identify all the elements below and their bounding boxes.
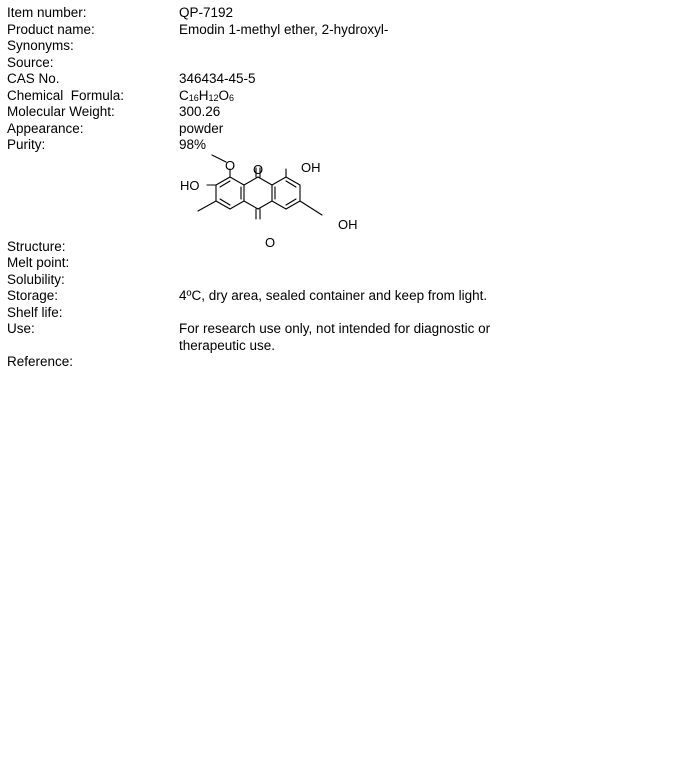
product-name-row	[0, 21, 699, 38]
purity-label: Purity:	[7, 137, 46, 152]
structure-row	[0, 238, 699, 255]
chemical-formula-value: $C_{16}H_{12}O_6$	[179, 88, 235, 103]
source-label: Source:	[7, 55, 54, 70]
molecular-weight-value: 300.26	[179, 104, 221, 119]
solubility-row	[0, 271, 699, 288]
reference-row	[0, 353, 699, 370]
use-value-line2: therapeutic use.	[179, 338, 276, 353]
storage-row	[0, 287, 699, 304]
atom-oh-right: OH	[338, 217, 358, 232]
item-number-label: Item number:	[7, 5, 87, 20]
cas-value: 346434-45-5	[179, 71, 256, 86]
purity-row	[0, 136, 699, 153]
storage-label: Storage:	[7, 288, 59, 303]
chemical-formula-row	[0, 87, 699, 104]
shelf-life-row	[0, 304, 699, 321]
molecular-weight-label: Molecular Weight:	[7, 104, 115, 119]
reference-label: Reference:	[7, 354, 74, 369]
chemical-formula-label: Chemical Formula:	[7, 88, 125, 103]
shelf-life-label: Shelf life:	[7, 305, 63, 320]
molecular-weight-row	[0, 103, 699, 120]
melt-point-row	[0, 254, 699, 271]
synonyms-row	[0, 37, 699, 54]
use-label: Use:	[7, 321, 35, 336]
storage-value: 4ºC, dry area, sealed container and keep from light.	[179, 288, 488, 303]
source-row	[0, 54, 699, 71]
appearance-row	[0, 120, 699, 137]
atom-ho-left: HO	[180, 178, 200, 193]
appearance-value: powder	[179, 121, 224, 136]
atom-o-bottom: O	[265, 235, 276, 250]
solubility-label: Solubility:	[7, 272, 65, 287]
use-row-continued	[0, 337, 699, 354]
melt-point-label: Melt point:	[7, 255, 70, 270]
atom-o-carbonyl-top: O	[253, 162, 264, 177]
item-number-value: QP-7192	[179, 5, 234, 20]
purity-value: 98%	[179, 137, 207, 152]
structure-label: Structure:	[7, 239, 66, 254]
use-row	[0, 320, 699, 337]
cas-row	[0, 70, 699, 87]
atom-oh-top-right: OH	[301, 160, 321, 175]
item-number-row	[0, 4, 699, 21]
appearance-label: Appearance:	[7, 121, 84, 136]
cas-label: CAS No.	[7, 71, 60, 86]
atom-o-top: O	[225, 158, 236, 173]
product-name-value: Emodin 1-methyl ether, 2-hydroxyl-	[179, 22, 389, 37]
product-name-label: Product name:	[7, 22, 95, 37]
use-value-line1: For research use only, not intended for diagnostic or	[179, 321, 491, 336]
synonyms-label: Synonyms:	[7, 38, 74, 53]
